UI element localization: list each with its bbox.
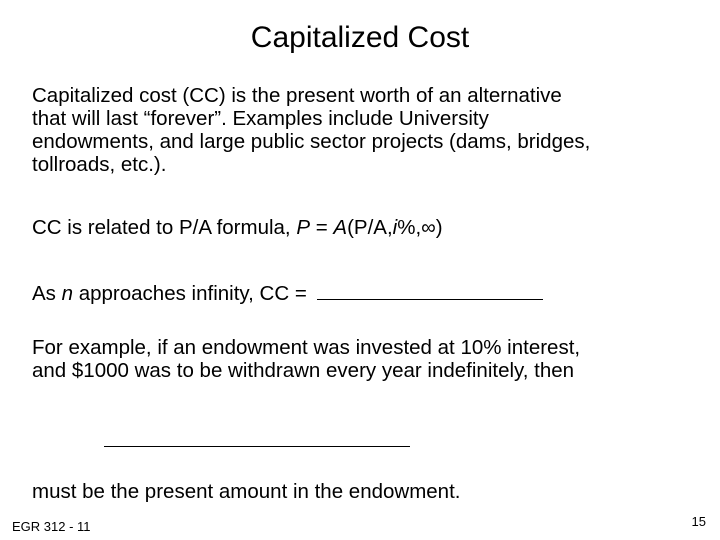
example-line-2: and $1000 was to be withdrawn every year indefinitely, then — [32, 359, 575, 382]
infinity-text-before: As — [32, 282, 62, 305]
formula-factor-close: %,∞) — [397, 216, 443, 239]
example-paragraph — [32, 336, 702, 382]
formula-factor-open: (P/A, — [347, 216, 393, 239]
definition-line-4: tollroads, etc.). — [32, 153, 167, 176]
infinity-text-after: approaches infinity, CC = — [73, 282, 313, 305]
definition-paragraph — [32, 84, 702, 176]
example-line-1: For example, if an endowment was invested at 10% interest, — [32, 336, 581, 359]
definition-line-1: Capitalized cost (CC) is the present worth of an alternative — [32, 84, 562, 107]
definition-line-2: that will last “forever”. Examples include University — [32, 107, 489, 130]
variable-n: n — [61, 282, 74, 305]
conclusion-paragraph: must be the present amount in the endowment. — [32, 480, 461, 503]
infinity-paragraph — [32, 282, 702, 305]
formula-variable-a: A — [333, 216, 348, 239]
formula-variable-p: P — [296, 216, 311, 239]
formula-intro-text: CC is related to P/A formula, — [32, 216, 297, 239]
definition-line-3: endowments, and large public sector projects (dams, bridges, — [32, 130, 591, 153]
formula-paragraph — [32, 216, 702, 239]
answer-blank-cc — [317, 298, 543, 300]
slide-title: Capitalized Cost — [250, 21, 470, 54]
answer-blank-amount — [104, 446, 410, 447]
footer-course: EGR 312 - 11 — [12, 519, 91, 534]
formula-equals: = — [310, 216, 334, 239]
page-number: 15 — [691, 514, 706, 529]
formula-variable-i: i — [392, 216, 398, 239]
